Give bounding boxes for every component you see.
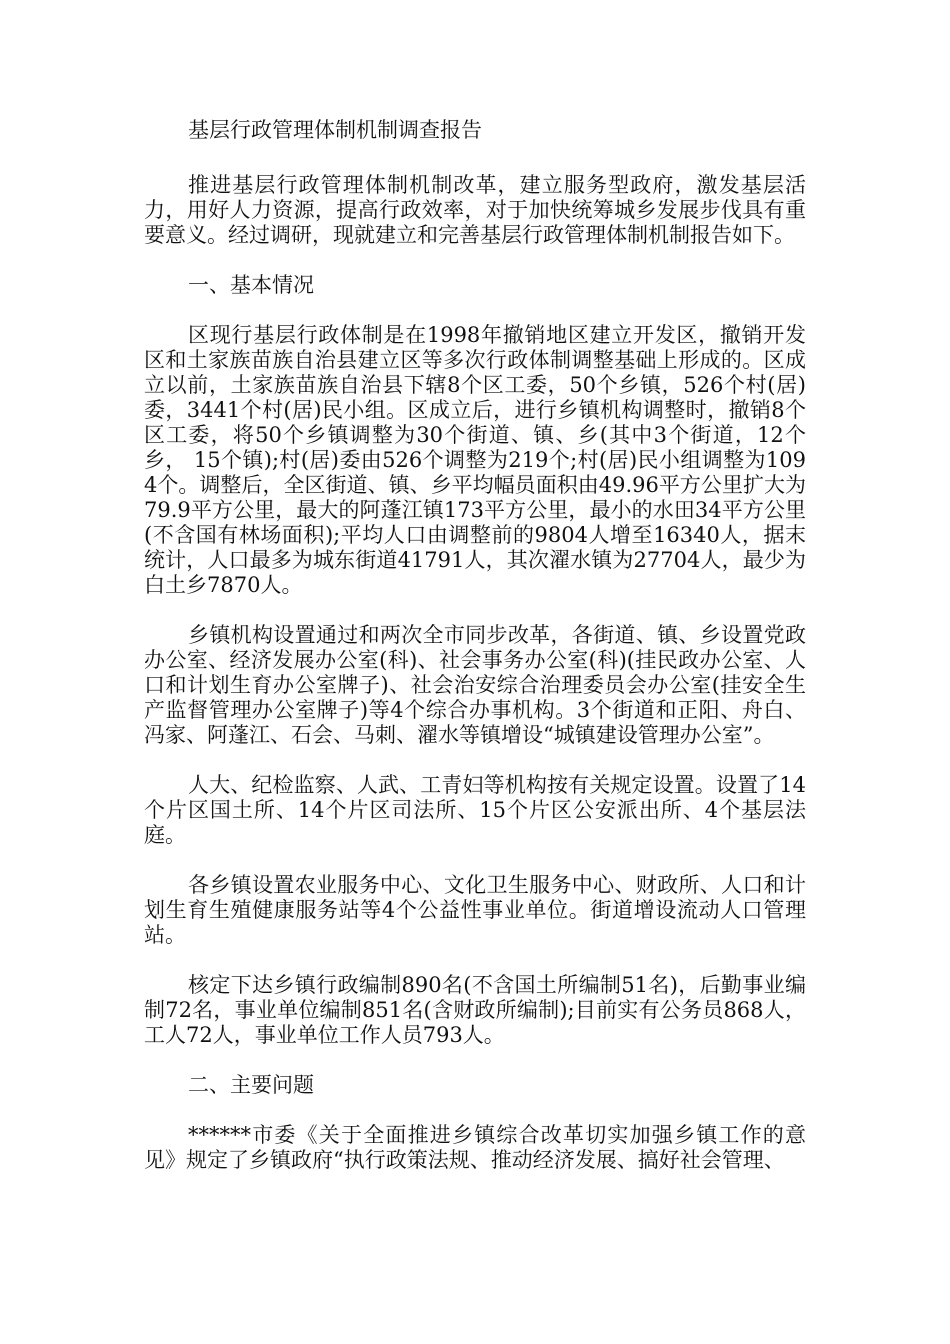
- paragraph-municipal-opinion: ******市委《关于全面推进乡镇综合改革切实加强乡镇工作的意见》规定了乡镇政府“执行政策法规、推动经济发展、搞好社会管理、: [144, 1123, 806, 1172]
- intro-paragraph: 推进基层行政管理体制机制改革，建立服务型政府，激发基层活力，用好人力资源，提高行政效率，对于加快统筹城乡发展步伐具有重要意义。经过调研，现就建立和完善基层行政管理体制机制报告如下。: [144, 173, 806, 247]
- document-title: 基层行政管理体制机制调查报告: [188, 118, 482, 142]
- paragraph-other-institutions: 人大、纪检监察、人武、工青妇等机构按有关规定设置。设置了14个片区国土所、14个片区司法所、15个片区公安派出所、4个基层法庭。: [144, 773, 806, 847]
- paragraph-staffing: 核定下达乡镇行政编制890名(不含国土所编制51名)，后勤事业编制72名，事业单位编制851名(含财政所编制);目前实有公务员868人，工人72人，事业单位工作人员793人。: [144, 973, 806, 1047]
- section-heading-basic-situation: 一、基本情况: [188, 273, 314, 297]
- paragraph-township-institutions: 乡镇机构设置通过和两次全市同步改革，各街道、镇、乡设置党政办公室、经济发展办公室(科)、社会事务办公室(科)(挂民政办公室、人口和计划生育办公室牌子)、社会治安综合治理委员会办公室(挂安全生产监督管理办公室牌子)等4个综合办事机构。3个街道和正阳、舟白、冯家、阿蓬江、石会、马刺、濯水等镇增设“城镇建设管理办公室”。: [144, 623, 806, 747]
- paragraph-administrative-system: 区现行基层行政体制是在1998年撤销地区建立开发区，撤销开发区和土家族苗族自治县建立区等多次行政体制调整基础上形成的。区成立以前，土家族苗族自治县下辖8个区工委，50个乡镇，526个村(居)委，3441个村(居)民小组。区成立后，进行乡镇机构调整时，撤销8个区工委，将50个乡镇调整为30个街道、镇、乡(其中3个街道，12个乡， 15个镇);村(居)委由526个调整为219个;村(居)民小组调整为1094个。调整后，全区街道、镇、乡平均幅员面积由49.96平方公里扩大为79.9平方公里，最大的阿蓬江镇173平方公里，最小的水田34平方公里(不含国有林场面积);平均人口由调整前的9804人增至16340人，据末统计，人口最多为城东街道41791人，其次濯水镇为27704人，最少为白土乡7870人。: [144, 323, 806, 597]
- paragraph-public-service-units: 各乡镇设置农业服务中心、文化卫生服务中心、财政所、人口和计划生育生殖健康服务站等4个公益性事业单位。街道增设流动人口管理站。: [144, 873, 806, 947]
- document-body: [144, 118, 806, 1198]
- section-heading-main-problems: 二、主要问题: [188, 1073, 314, 1097]
